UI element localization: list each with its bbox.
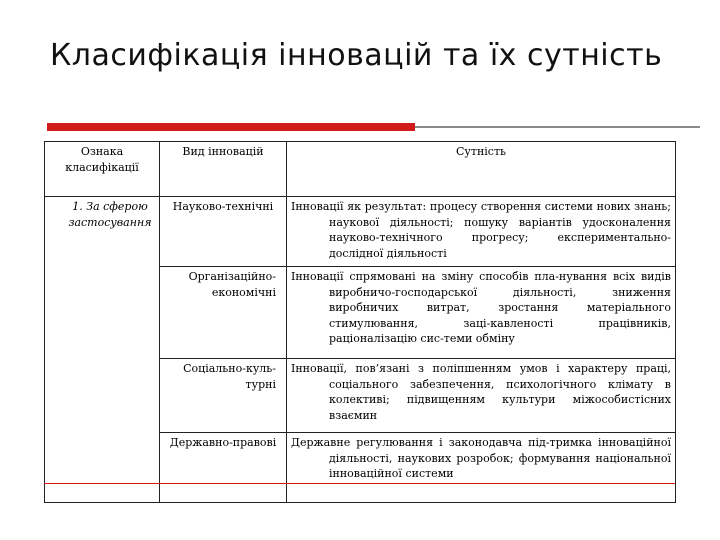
type-cell: Соціально-куль-турні bbox=[160, 359, 287, 433]
essence-cell bbox=[287, 433, 676, 503]
criterion-label: 1. За сферою застосування bbox=[68, 200, 152, 229]
type-cell: Науково-технічні bbox=[160, 197, 287, 267]
essence-cell bbox=[287, 197, 676, 267]
table-row bbox=[45, 197, 676, 267]
criterion-cell bbox=[45, 197, 160, 503]
type-cell: Організаційно-економічні bbox=[160, 267, 287, 359]
essence-text: Державне регулювання і законодавча під-тримка інноваційної діяльності, наукових розробок; формування національної інноваційної системи bbox=[291, 436, 671, 480]
type-cell: Державно-правові bbox=[160, 433, 287, 503]
essence-cell bbox=[287, 267, 676, 359]
classification-table bbox=[44, 141, 676, 503]
red-rule bbox=[44, 483, 675, 484]
essence-cell bbox=[287, 359, 676, 433]
title-underline-gray bbox=[415, 126, 700, 128]
page-title: Класифікація інновацій та їх сутність bbox=[50, 38, 663, 73]
title-underline-red bbox=[47, 123, 415, 131]
table-header-row bbox=[45, 142, 676, 197]
essence-text: Інновації спрямовані на зміну способів пла-нування всіх видів виробничо-господарської діяльності, зниження виробничих витрат, зростання матеріального стимулювання, заці-кавленості працівників, раціоналізацію сис-теми обміну bbox=[291, 270, 671, 345]
essence-text: Інновації як результат: процесу створення системи нових знань; наукової діяльності; пошуку варіантів удосконалення науково-технічного прогресу; експериментально-дослідної діяльності bbox=[291, 200, 671, 260]
header-criterion: Ознака класифікації bbox=[45, 142, 160, 197]
header-type: Вид інновацій bbox=[160, 142, 287, 197]
header-essence: Сутність bbox=[287, 142, 676, 197]
essence-text: Інновації, пов’язані з поліпшенням умов і характеру праці, соціального забезпечення, психологічного клімату в колективі; підвищенням культури міжособистісних взаємин bbox=[291, 362, 671, 422]
